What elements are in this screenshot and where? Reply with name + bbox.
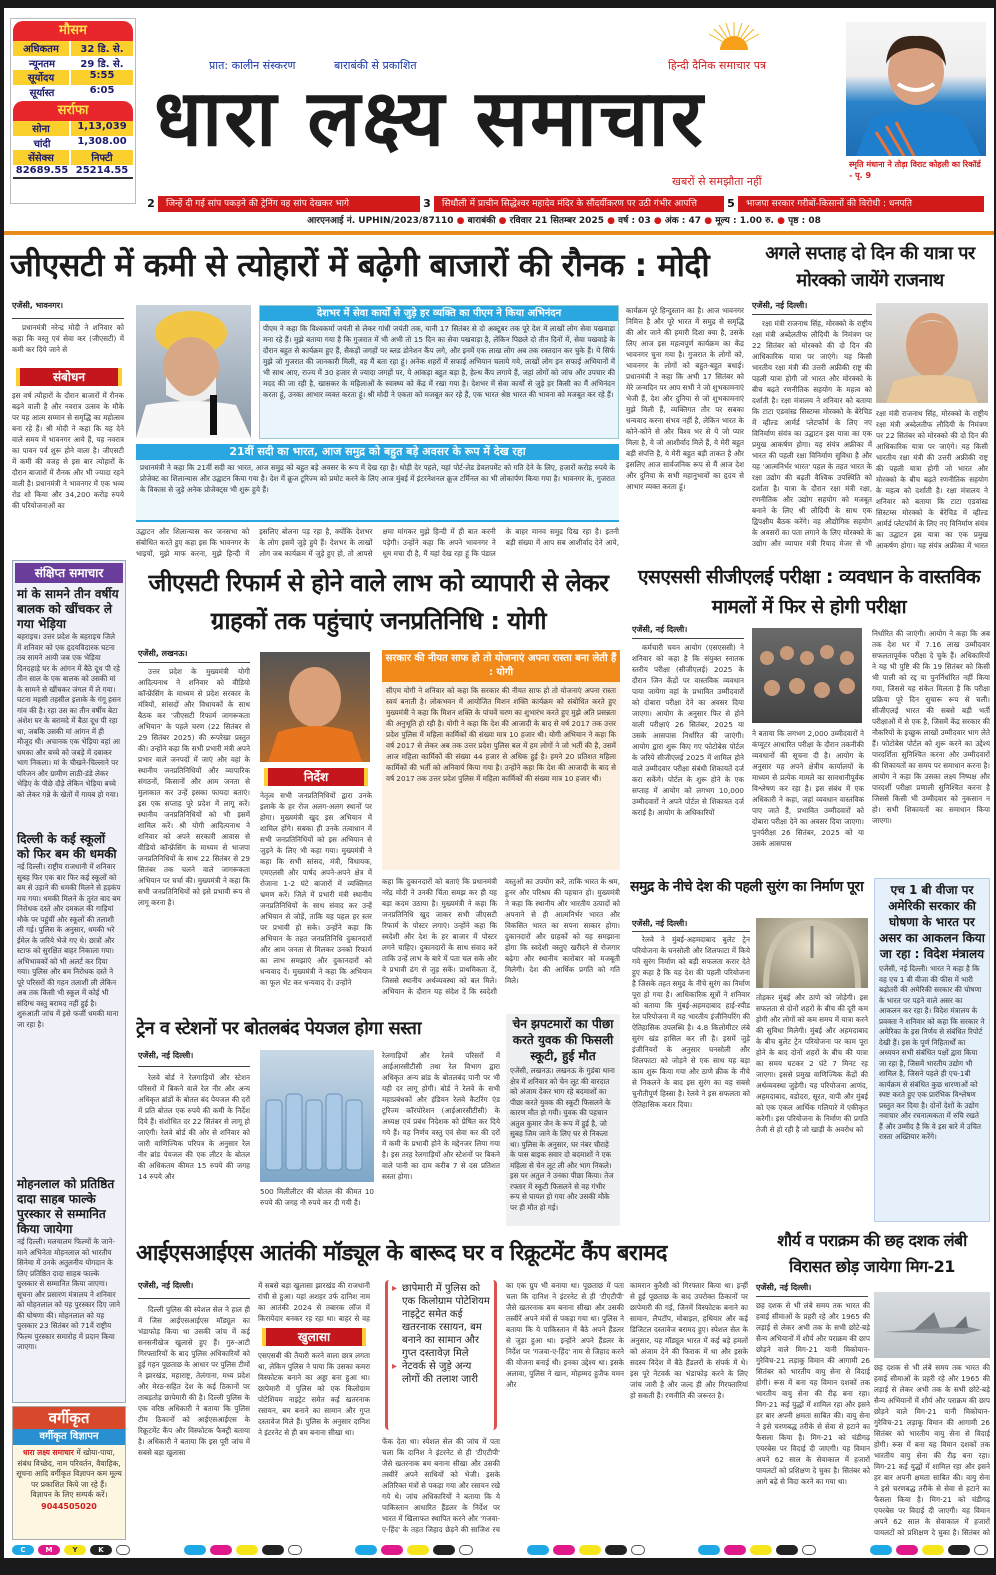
tunnel-column-2: तोड़कर मुंबई और ठाणे को जोड़ेगी। इस सफलता से दोनों शहरों के बीच की दूरी कम होगी और लोगों को कम समय में यात्रा करने की सुविधा मिलेगी। मुंबई और अहमदाबाद के बीच बुलेट ट्रेन परियोजना पर काम पूरा होने के बाद दोनों शहरों के बीच की यात्रा का समय घटकर 2 घंटे 7 मिनट रह जाएगा। इससे प्रमुख वाणिज्यिक केंद्रों की अर्थव्यवस्था जुड़ेगी। यह परियोजना आणंद, अहमदाबाद, वडोदरा, सूरत, वापी और मुंबई को एक एकल आर्थिक गलियारे में एकीकृत करेगी। इस परियोजना के निर्माण की प्रगति तेजी से हो रही है जो खाड़ी के अवरोध को xyxy=(756,993,868,1134)
weather-label: सूर्योदय xyxy=(13,70,71,85)
bullion-row xyxy=(13,121,133,136)
classified-contact: विज्ञापन के लिए सम्पर्क करें। xyxy=(30,1490,108,1499)
crosshair-icon xyxy=(974,1545,988,1555)
masthead-title: धारा लक्ष्य समाचार xyxy=(154,74,705,164)
visa-text: एजेंसी, नई दिल्ली। भारत ने कहा है कि वह एच 1 बी वीजा की फीस में भारी बढ़ोतरी की अमेरिकी सरकार की घोषणा के भारत पर पड़ने वाले असर का आकलन कर रहा है। विदेश मंत्रालय के प्रवक्ता ने शनिवार को कहा कि सरकार ने अमेरिका के इस निर्णय से संबंधित रिपोर्ट देखी हैं। इस के पूर्ण निहितार्थों का अध्ययन सभी संबंधित पक्षों द्वारा किया जा रहा है, जिसमें भारतीय उद्योग भी शामिल है, जिसने पहले ही एच-1बी कार्यक्रम से संबंधित कुछ धारणाओं को स्पष्ट करते हुए एक प्रारंभिक विश्लेषण प्रस्तुत कर दिया है। दोनों देशों के उद्योग नवाचार और रचनात्मकता में रुचि रखते हैं और उम्मीद है कि वे इस बारे में उचित रास्ता अख्तियार करेंगे। xyxy=(879,964,985,1141)
ticker-item[interactable]: सिधौली में प्राचीन सिद्धेश्वर महादेव मंदिर के सौंदर्यीकरण पर उठी गंभीर आपत्ति xyxy=(442,199,697,209)
classified-box xyxy=(12,1406,126,1540)
section-label-address: संबोधन xyxy=(16,368,122,386)
weather-label: न्यूनतम xyxy=(29,58,55,70)
ssc-column-2: ने बताया कि लगभग 2,000 उम्मीदवारों ने कंप्यूटर आधारित परीक्षा के दौरान तकनीकी व्यवधानों की सूचना दी है। आयोग के अनुसार यह अपने क्षेत्रीय कार्यालयों के माध्यम से प्रत्येक मामले का सावधानीपूर्वक विश्लेषण कर रहा है। इस संबंध में एक अधिकारी ने कहा, जहां व्यवधान वास्तविक पाए जाते हैं, प्रभावित उम्मीदवारों को दोबारा परीक्षा देने का अवसर दिया जाएगा। पुनर्परीक्षा 26 सितंबर, 2025 को या उसके आसपास xyxy=(752,729,864,848)
tunnel-headline[interactable]: समुद्र के नीचे देश की पहली सुरंग का निर्माण पूरा xyxy=(630,879,864,895)
cmyk-marks xyxy=(12,1544,130,1556)
brief-headline[interactable]: दिल्ली के कई स्कूलों को फिर बम की धमकी xyxy=(17,832,117,861)
yogi-photo xyxy=(260,652,370,762)
visa-headline[interactable]: एच 1 बी वीजा पर अमेरिकी सरकार की घोषणा के भारत पर असर का आकलन किया जा रहा : विदेश मंत्रालय xyxy=(879,883,985,961)
date-label: रविवार 21 सितम्बर 2025 xyxy=(509,216,604,226)
isis-column-3: फेंक देता था। स्पेशल सेल की जांच में पता चला कि दानिश ने इंटरनेट से ही 'टीएटीपी' जैसे खतरनाक बम बनाना सीखा और उसकी तस्वीरें अपने साथियों को भेजी। इसके अतिरिक्त मंत्रों से पकड़ा गया और रसायन रखे गये थे। जांच अधिकारियों ने बताया कि ये पाकिस्तान आधारित हैंडलर के निर्देश पर भारत में खिलाफत स्थापित करने और 'गजवा-ए-हिंद' के तहत जिहाद छेड़ने की साजिश रच xyxy=(382,1437,500,1534)
dateline-rule xyxy=(138,662,250,663)
highlight-item xyxy=(392,1282,490,1360)
ticker-page-number: 2 xyxy=(144,196,158,212)
yellow-mark xyxy=(579,1545,601,1555)
chain-headline[interactable]: चेन झपटमारों का पीछा करते युवक की फिसली स्कूटी, हुई मौत xyxy=(512,1017,614,1063)
brief-headline[interactable]: मां के सामने तीन वर्षीय बालक को खींचकर ले गया भेड़िया xyxy=(17,587,119,631)
bullion-row xyxy=(13,150,133,165)
yogi-column-3: कहा कि दुकानदारों को बताएं कि प्रधानमंत्री नरेंद्र मोदी ने उनकी चिंता समझ कर ही यह बड़ा कदम उठाया है। मुख्यमंत्री ने कहा कि जनप्रतिनिधि खुद जाकर सभी जीएसटी रिफार्म के पोस्टर लगाएं। उन्होंने कहा कि स्वदेशी और देश के हर बाजार में पोस्टर लगने चाहिए। दुकानदारों के साथ संवाद करें ताकि उन्हें लाभ के बारे में पता चल सके और वे प्रभावी ढंग से जुड़ सकें। प्राथमिकता दें, जिससे स्थानीय अर्थव्यवस्था को बल मिले। अभियान के दौरान यह संदेश दें कि स्वदेशी वस्तुओं का उपयोग करें, ताकि भारत के श्रम, हुनर और परिश्रम की पहचान हो। मुख्यमंत्री ने कहा कि स्थानीय और भारतीय उत्पादों को अपनाने से ही आत्मनिर्भर भारत और विकसित भारत का सपना साकार होगा। दुकानदारों और ग्राहकों को यह समझाना होगा कि स्वदेशी वस्तुएं खरीदने से रोजगार बढ़ेगा और स्थानीय कारोबार को मजबूती मिलेगी। देश की आर्थिक प्रगति को गति मिले। xyxy=(382,877,620,996)
ticker-item[interactable]: भाजपा सरकार गरीबों-किसानों की विरोधी : धनपति xyxy=(746,199,913,209)
crosshair-icon xyxy=(459,1545,473,1555)
magenta-mark xyxy=(896,1545,918,1555)
cyan-mark: C xyxy=(12,1545,34,1555)
section-label-directive: निर्देश xyxy=(264,768,368,786)
lead-column-2: कार्यक्रम पूरे हिन्दुस्तान का है। आज भावनगर निमित्त है और पूरे भारत में समुद्र से समृद्धि की ओर जाने की हमारी दिशा क्या है, उसके लिए आज इस महत्वपूर्ण कार्यक्रम का केंद्र भावनगर चुना गया है। गुजरात के लोगों को, भावनगर के लोगों को बहुत-बहुत बधाई। प्रधानमंत्री ने कहा कि अभी 17 सितंबर को मेरे जन्मदिन पर आप सभी ने जो शुभकामनाएं भेजी हैं, देश और दुनिया से जो शुभकामनाएं मुझे मिली हैं, व्यक्तिगत तौर पर सबका धन्यवाद करना संभव नहीं है, लेकिन भारत के कोने-कोने से और विश्व भर से ये जो प्यार मिला है, ये जो आशीर्वाद मिले हैं, ये मेरी बहुत बड़ी संपत्ति है, ये मेरी बहुत बड़ी ताकत है और इसलिए आज सार्वजनिक रूप से मैं आज देश और दुनिया के सभी महानुभावों का हृदय से आभार व्यक्त करता हूं। xyxy=(626,306,744,491)
water-headline[interactable]: ट्रेन व स्टेशनों पर बोतलबंद पेयजल होगा सस्ता xyxy=(136,1018,422,1039)
cyan-mark xyxy=(184,1545,206,1555)
visa-box xyxy=(874,878,990,1222)
bullet-dot-icon: ● xyxy=(607,216,615,226)
bullion-row xyxy=(13,136,133,151)
chain-text: एजेंसी, लखनऊ। लखनऊ के गुडंबा थाना क्षेत्र में शनिवार को चेन लूट की वारदात को अंजाम देकर भाग रहे बदमाशों का पीछा करते युवक की स्कूटी फिसलने के कारण मौत हो गयी। युवक की पहचान अतुल कुमार जैन के रूप में हुई है, जो सुबह जिम जाने के लिए घर से निकला था। पुलिस के अनुसार, घर नंबर चौराहे के पास बाइक सवार दो बदमाशों ने एक महिला से चेन लूट ली और भाग निकले। इस पर अतुल ने उनका पीछा किया। तेज रफ्तार में स्कूटी फिसलने से वह गंभीर रूप से घायल हो गया और उसकी मौके पर ही मौत हो गई। xyxy=(510,1066,615,1212)
mig-dateline: एजेंसी, नई दिल्ली। xyxy=(756,1283,812,1292)
isis-column-1: दिल्ली पुलिस की स्पेशल सेल ने हाल ही में जिस आईएसआईएस मॉड्यूल का भंडाफोड़ किया था उसकी जांच में कई सनसनीखेज खुलासे हुए हैं। गुरु-आटी गिरफ्तारियों के बाद पुलिस अधिकारियों को हुई गहन पूछताछ के आधार पर पुलिस टीमों ने झारखंड, महाराष्ट्र, तेलंगाना, मध्य प्रदेश और मेरठ-सहित देश के कई ठिकानों पर ताबड़तोड़ छापेमारी की है। दिल्ली पुलिस के एक वरिष्ठ अधिकारी ने बताया कि पुलिस टीम ठिकानों को आईएसआईएस के रिक्रूटमेंट कैंप और विस्फोटक फैक्ट्री बताया है। अधिकारी ने बताया कि इस पूरी जांच में सबसे बड़ा खुलासा xyxy=(138,1305,250,1457)
isis-column-4: का एक ग्रुप भी बनाया था। पूछताछ में पता चला कि दानिश ने इंटरनेट से ही 'टीएटीपी' जैसे खतरनाक बम बनाना सीखा और उसकी तस्वीरें अपने मंत्रों से पकड़ा गया था। पुलिस ने बताया कि ये पाकिस्तान में बैठे अपने हैंडलर से जुड़ा हुआ था। इन्होंने अपने हैंडलर के निर्देश पर 'गजवा-ए-हिंद' नाम से जिहाद करने की योजना बनाई थी। इनका उद्देश्य था। इसके अलावा, पुलिस ने खान, मोहम्मद हुजैफ यमन और xyxy=(506,1281,624,1389)
box-seva-title: देशभर में सेवा कार्यों से जुड़े हर व्यक्ति का पीएम ने किया अभिनंदन xyxy=(260,306,618,321)
crosshair-icon xyxy=(631,1545,645,1555)
photo-caption: स्मृति मंधाना ने तोड़ा विराट कोहली का रिकॉर्ड - पृ. 9 xyxy=(846,158,986,194)
weather-label: सूर्यास्त xyxy=(29,87,55,99)
weather-row xyxy=(13,41,133,56)
triangle-bullet-icon: ▸ xyxy=(392,1283,398,1294)
classified-title: वर्गीकृत xyxy=(13,1407,125,1429)
box-yogi-quote xyxy=(382,650,620,870)
brief-text: नई दिल्ली। राष्ट्रीय राजधानी में शनिवार सुबह फिर एक बार फिर कई स्कूलों को बम से उड़ाने की धमकी मिलने से हड़कंप मच गया। धमकी मिलने के तुरंत बाद बम निरोधक दस्ते और दमकल की गाड़ियां मौके पर पहुंचीं और स्कूलों की तलाशी ली गई। पुलिस के अनुसार, धमकी भरे ईमेल के जरिये भेजे गए थे। छात्रों और स्टाफ को सुरक्षित बाहर निकाला गया। अभिभावकों को भी अलर्ट कर दिया गया। पुलिस और बम निरोधक दस्ते ने पूरे परिसरों की गहन तलाशी ली लेकिन अब तक किसी भी स्कूल में कोई भी संदिग्ध वस्तु बरामद नहीं हुई है। शुरुआती जांच में इसे फर्जी धमकी माना जा रहा है। xyxy=(17,862,121,1029)
rni-number: आरएनआई नं. UPHIN/2023/87110 xyxy=(307,216,454,226)
pages-label: पृष्ठ : 08 xyxy=(788,216,821,226)
bullion-value: 1,308.00 xyxy=(77,135,127,147)
water-caption: 500 मिलीलीटर की बोतल की कीमत 10 रुपये की जगह नौ रुपये कर दी गयी है। xyxy=(260,1187,374,1207)
crosshair-icon xyxy=(802,1545,816,1555)
lead-dateline: एजेंसी, भावनगर। xyxy=(12,301,64,310)
cmyk-registration-strip xyxy=(12,1544,988,1556)
lead-headline[interactable]: जीएसटी में कमी से त्योहारों में बढ़ेगी बाजारों की रौनक : मोदी xyxy=(10,246,710,284)
lead-column-1: इस वर्ष त्यौहारों के दौरान बाजारों में रौनक बढ़ने वाली है और नवरात्र उत्सव के मौके पर यह आत्म सम्मान से समृद्धि का महोत्सव बना रहे हैं। श्री मोदी ने कहा कि यह देने वाले समय में भावनगर आये हैं, यह नवरात्र का पावन पर्व शुरू होने वाला है। जीएसटी में कमी की वजह से इस बार त्योहारों के दौरान बाजारों में रौनक और भी ज्यादा रहने वाली है। प्रधानमंत्री ने भावनगर में एक भव्य रोड शो किया और 34,200 करोड़ रुपये की परियोजनाओं का xyxy=(12,391,124,510)
box-sea-text: प्रधानमंत्री ने कहा कि 21वीं सदी का भारत, आज समुद्र को बहुत बड़े अवसर के रूप में देख रहा है। थोड़ी देर पहले, यहां पोर्ट-लेड डेवलपमेंट को गति देने के लिए, हजारों करोड़ रुपये के प्रोजेक्ट का शिलान्यास और उद्घाटन किया गया है। देश में क्रूज टूरिज्म को प्रमोट करने के लिए आज मुंबई में इंटरनेशनल क्रूज टर्मिनल का भी लोकार्पण किया गया है। भावनगर के, गुजरात के विकास से जुड़े अनेक प्रोजेक्ट्स भी शुरू हुये हैं। xyxy=(140,463,615,494)
isis-dateline: एजेंसी, नई दिल्ली। xyxy=(138,1281,194,1290)
cmyk-marks xyxy=(527,1544,645,1556)
classified-subtitle: वर्गीकृत विज्ञापन xyxy=(13,1429,125,1445)
isis-highlights-box xyxy=(385,1280,497,1430)
dateline-rule xyxy=(138,1298,250,1299)
weather-title: मौसम xyxy=(13,21,133,41)
ssc-column-1: कर्मचारी चयन आयोग (एसएससी) ने शनिवार को कहा है कि संयुक्त स्नातक स्तरीय परीक्षा (सीजीएलई) 2025 के दौरान जिन केंद्रों पर वास्तविक व्यवधान पाया जायेगा वहां के प्रभावित उम्मीदवारों को दोबारा परीक्षा देने का अवसर दिया जाएगा। आयोग के अनुसार फिर से होने वाली परीक्षाएं 26 सितंबर, 2025 या उसके आसपास निर्धारित की जाएंगी। आयोग द्वारा शुरू किए गए फोटोबेस पोर्टल के जरिये सीजीएलई 2025 में शामिल होने वाले उम्मीदवार परीक्षा संबंधी शिकायतें दर्ज करा सकेंगे। पोर्टल के शुरू होने के एक सप्ताह में आयोग को लगभग 10,000 उम्मीदवारों ने अपने पोर्टल से शिकायत दर्ज कराई है। आयोग के अधिकारियों xyxy=(632,643,744,817)
box-seva xyxy=(259,305,619,439)
isis-headline[interactable]: आईएसआईएस आतंकी मॉड्यूल के बारूद घर व रिक्रूटमेंट कैंप बरामद xyxy=(136,1241,667,1266)
isis-column-2: में सबसे बड़ा खुलासा झारखंड की राजधानी रांची से हुआ। यहां अशहर उर्फ दानिश नाम का आतंकी 2024 से तबारक लॉज में किरायेदार बनकर रह रहा था। बाहर से वह xyxy=(258,1281,370,1323)
black-mark: K xyxy=(90,1545,112,1555)
rajnath-dateline: एजेंसी, नई दिल्ली। xyxy=(752,301,808,310)
yellow-mark: Y xyxy=(64,1545,86,1555)
city-label: बाराबंकी xyxy=(467,216,496,226)
bullion-label: सेंसेक्स xyxy=(13,150,71,165)
classified-text: में खोया-पाया, संबंध विच्छेद, नाम परिवर्तन, वैवाहिक, सूचना आदि वर्गीकृत विज्ञापन कम मूल्य पर प्रकाशित किये जा रहे हैं। xyxy=(16,1448,122,1489)
dateline-rule xyxy=(632,931,750,932)
publication-info-bar xyxy=(144,214,984,228)
mig-column-1: छह दशक से भी लंबे समय तक भारत की हवाई सीमाओं के प्रहरी रहे और 1965 की लड़ाई से लेकर अभी तक के सभी छोटे-बड़े सैन्य अभियानों में शौर्य और पराक्रम की छाप छोड़ने वाले मिग-21 यानी मिकोयान-गुरेविच-21 लड़ाकू विमान की आगामी 26 सितंबर को भारतीय वायु सेना से विदाई होगी। रूस में बना यह विमान दशकों तक भारतीय वायु सेना की रीढ़ बना रहा। मिग-21 कई युद्धों में शामिल रहा और इसने हर बार अपनी क्षमता साबित की। वायु सेना ने इसे चरणबद्ध तरीके से सेवा से हटाने का फैसला किया है। मिग-21 को चंडीगढ़ एयरबेस पर विदाई दी जाएगी। यह विमान अपने 62 साल के सेवाकाल में हजारों पायलटों को प्रशिक्षण दे चुका है। सितंबर को आगे बढ़े से विदा करने का गया था। xyxy=(756,1301,870,1486)
weather-value: 29 डि. से. xyxy=(80,58,124,70)
brief-text: नई दिल्ली। मलयालम फिल्मों के जाने- माने अभिनेता मोहनलाल को भारतीय सिनेमा में उनके अतुलनीय योगदान के लिए प्रतिष्ठित दादा साहब फाल्के पुरस्कार से सम्मानित किया जाएगा। सूचना और प्रसारण मंत्रालय ने शनिवार को मोहनलाल को यह पुरस्कार दिए जाने की घोषणा की। मोहनलाल को यह पुरस्कार 23 सितंबर को 71वें राष्ट्रीय फिल्म पुरस्कार समारोह में प्रदान किया जाएगा। xyxy=(17,1237,121,1351)
yogi-column-2: नेतृत्व सभी जनप्रतिनिधियों द्वारा उनके इलाके के हर रोज अलग-अलग स्थानों पर होगा। मुख्यमंत्री खुद इस अभियान में शामिल होंगे। सबका ही उनके तत्वाधान में सभी जनप्रतिनिधियों को इस अभियान से जुड़ने के लिए भी कहा गया। मुख्यमंत्री ने कहा कि सभी सांसद, मंत्री, विधायक, एमएलसी और पार्षद अपने-अपने क्षेत्र में रोजाना 1-2 घंटे बाजारों में व्यक्तिगत भ्रमण करें। जिले में प्रभारी मंत्री स्थानीय जनप्रतिनिधियों के साथ संवाद कर उन्हें अभियान से जोड़ें, ताकि यह पहल हर स्तर पर प्रभावी हो सके। उन्होंने कहा कि अभियान के तहत जनप्रतिनिधि दुकानदारों और आम जनता से मिलकर उनको रिफार्म का लाभ समझाएं और दुकानदारों को धन्यवाद दें। मुख्यमंत्री ने कहा कि अभियान का फूल भेंट कर धन्यवाद दें। उन्होंने xyxy=(260,791,372,987)
cyan-mark xyxy=(698,1545,720,1555)
yellow-mark xyxy=(750,1545,772,1555)
box-seva-text: पीएम ने कहा कि विश्वकर्मा जयंती से लेकर गांधी जयंती तक, यानी 17 सितंबर से दो अक्टूबर तक पूरे देश में लाखों लोग सेवा पखवाड़ा मना रहे हैं। मुझे बताया गया है कि गुजरात में भी अभी तो 15 दिन का सेवा पखवाड़ा है, लेकिन पिछले दो तीन दिनों में, सेवा पखवाड़े के दौरान बहुत से कार्यक्रम हुए हैं, सैकड़ों जगहों पर ब्लड डोनेशन कैंप लगे, और इनमें एक लाख लोग अब तक रक्तदान कर चुके हैं। ये सिर्फ मुझे जो गुजरात की जानकारी मिली, वह मैं बता रहा हूं। अनेक शहरों में सफाई अभियान चलाये गये, लाखों लोग इन सफाई अभियानों में भी साथ आए, राज्य में 30 हजार से ज्यादा जगहों पर, ये आंकड़ा बहुत बड़ा है, हेल्थ कैंप लगाये हैं, जहां लोगों को जांच और उपचार की मदद की जा रही है, खासकर के महिलाओं के स्वास्थ्य को केंद्र में रखा गया है। देशभर में सेवा कार्यों से जुड़े हर किसी का मैं अभिनंदन करता हूं, उनका आभार व्यक्त करता हूं। श्री मोदी ने एकता को मजबूत कर रहे हैं, एक भारत श्रेष्ठ भारत की भावना को मजबूत कर रहे हैं। xyxy=(263,324,615,399)
tunnel-column-1: रेलवे ने मुंबई-अहमदाबाद बुलेट ट्रेन परियोजना के घनसोली और शिलफाटा में किये गये सुरंग निर्माण को बड़ी सफलता करार देते हुए कहा है कि यह देश की पहली परियोजना है जिसके तहत समुद्र के नीचे सुरंग का निर्माण पूरा हो गया है। आधिकारिक सूत्रों ने शनिवार को बताया कि मुंबई-अहमदाबाद हाई-स्पीड रेल परियोजना में यह भारतीय इंजीनियरिंग की ऐतिहासिक उपलब्धि है। 4.8 किलोमीटर लंबे सुरंग खंड हासिल कर ली है। इसमें जुड़े इंजीनियरों के अनुसार घनसोली और शिलफाटा को जोड़ने से एक साथ यह बड़ा काम शुरू किया गया और ठाणे क्रीक के नीचे से निकलने के बाद इस सुरंग का यह सबसे चुनौतीपूर्ण हिस्सा है। रेलवे ने इस सफलता को ऐतिहासिक करार दिया। xyxy=(632,935,750,1109)
motto-label: खबरों से समझौता नहीं xyxy=(672,175,762,188)
mig-headline[interactable]: शौर्य व पराक्रम की छह दशक लंबी विरासत छोड़ जायेगा मिग-21 xyxy=(777,1231,967,1276)
tunnel-dateline: एजेंसी, नई दिल्ली। xyxy=(632,919,688,928)
box-yogi-title: सरकार की नीयत साफ हो तो योजनाएं अपना रास्ता बना लेती हैं : योगी xyxy=(382,650,620,682)
black-mark xyxy=(262,1545,284,1555)
yogi-column-1: उत्तर प्रदेश के मुख्यमंत्री योगी आदित्यनाथ ने शनिवार को वीडियो कॉन्फ्रेंसिंग के माध्यम से प्रदेश सरकार के मंत्रियों, सांसदों और विधायकों के साथ बैठक कर 'जीएसटी रिफार्म जागरूकता अभियान' के पहले चरण (22 सितंबर से 29 सितंबर 2025) की रूपरेखा प्रस्तुत की। उन्होंने कहा कि सभी प्रभारी मंत्री अपने प्रभार वाले जनपदों में जाएं और वहां के स्थानीय जनप्रतिनिधियों और व्यापारिक संगठनों, किसानों और आम जनता से मुलाकात कर उन्हें इसका फायदा बताएं। इस एक सप्ताह पूरे प्रदेश में लागू करें। स्थानीय जनप्रतिनिधियों को भी इसमें शामिल करें। श्री योगी आदित्यनाथ ने शनिवार को अपने सरकारी आवास से वीडियो कॉन्फ्रेंसिंग के माध्यम से भाजपा जनप्रतिनिधियों के साथ 22 सितंबर से 29 सितंबर तक चलने वाले जागरूकता अभियान पर चर्चा की। मुख्यमंत्री ने कहा कि सभी जनप्रतिनिधियों को इसे प्रभावी रूप से लागू करना है। xyxy=(138,667,250,907)
price-label: मूल्य : 1.00 रु. xyxy=(715,216,774,226)
yellow-mark xyxy=(407,1545,429,1555)
weather-row xyxy=(13,56,133,71)
rajnath-column-1: रक्षा मंत्री राजनाथ सिंह, मोरक्को के राष्ट्रीय रक्षा मंत्री अब्देलतीफ लौदियी के निमंत्रण पर 22 सितंबर को मोरक्को की दो दिन की आधिकारिक यात्रा पर जाएंगे। यह किसी भारतीय रक्षा मंत्री की उत्तरी अफ्रीकी राष्ट्र की पहली यात्रा होगी जो भारत और मोरक्को के बीच बढ़ते रणनीतिक सहयोग के महत्व को दर्शाती है। रक्षा मंत्रालय ने शनिवार को बताया कि टाटा एडवांस्ड सिस्टम्स मोरक्को के बेरेचिड में व्हील्ड आर्मर्ड प्लेटफॉर्म के लिए नए विनिर्माण संयंत्र का उद्घाटन इस यात्रा का एक प्रमुख आकर्षण होगा। यह संयंत्र अफ्रीका में भारत की पहली रक्षा विनिर्माण सुविधा है और यह 'आत्मनिर्भर भारत' पहल के तहत भारत के रक्षा उद्योग की बढ़ती वैश्विक उपस्थिति को दर्शाता है। यात्रा के दौरान रक्षा मंत्री रक्षा, रणनीतिक और उद्योग सहयोग को मजबूत बनाने के लिए श्री लौदियी के साथ एक द्विपक्षीय बैठक करेंगे। वह औद्योगिक सहयोग के अवसरों का पता लगाने के लिए मोरक्को के उद्योग और व्यापार मंत्री रियाद मेजर से भी xyxy=(752,319,872,548)
cmyk-marks xyxy=(870,1544,988,1556)
cyan-mark xyxy=(870,1545,892,1555)
bullet-dot-icon: ● xyxy=(498,216,507,226)
bullet-dot-icon: ● xyxy=(653,216,662,226)
cmyk-marks xyxy=(184,1544,302,1556)
yogi-headline[interactable]: जीएसटी रिफार्म से होने वाले लाभ को व्यापारी से लेकर ग्राहकों तक पहुंचाएं जनप्रतिनिधि : योगी xyxy=(136,564,621,644)
paper-type-label: हिन्दी दैनिक समाचार पत्र xyxy=(668,59,767,72)
bullet-dot-icon: ● xyxy=(777,216,785,226)
brief-headline[interactable]: मोहनलाल को प्रतिष्ठित दादा साहब फाल्के पुरस्कार से सम्मानित किया जायेगा xyxy=(17,1177,115,1236)
bullet-dot-icon: ● xyxy=(456,216,465,226)
box-sea xyxy=(136,444,619,522)
yellow-mark xyxy=(922,1545,944,1555)
cyan-mark xyxy=(355,1545,377,1555)
lead-column-3: उद्घाटन और शिलान्यास कर जनसभा को संबोधित करते हुए कहा इस कि भावनगर के भाइयों, मुझे माफ करना, मुझे हिन्दी में इसलिए बोलना पड़ रहा है, क्योंकि देशभर के लोग इसमें जुड़े हुये हैं। देशभर के लाखों लोग जब कार्यक्रम में जुड़े हुए हो, तो आपसे क्षमा मांगकर मुझे हिन्दी में ही बात करनी पड़ेगी। उन्होंने कहा कि अपने भावनगर ने धूम मचा दी है, मैं यहां देख रहा हूं कि पंडाल के बाहर मानव समुद्र दिख रहा है। इतनी बड़ी संख्या में आप सब आशीर्वाद देने आये, xyxy=(136,527,619,558)
ssc-column-3: निर्धारित की जाएंगी। आयोग ने कहा कि अब तक देश भर में 7.16 लाख उम्मीदवार सफलतापूर्वक परीक्षा दे चुके हैं। अधिकारियों ने यह भी पुष्टि की कि 19 सितंबर को किसी भी पाली को रद्द या पुनर्निर्धारित नहीं किया गया, जिससे यह संकेत मिलता है कि परीक्षा प्रक्रिया पूरे दिन सुचारू रूप से चली। सीजीएलई भारत की सबसे बड़ी भर्ती परीक्षाओं में से एक है, जिसमें केंद्र सरकार की नौकरियों के इच्छुक लाखों उम्मीदवार भाग लेते हैं। फोटोबेस पोर्टल को शुरू करने का उद्देश्य पारदर्शिता सुनिश्चित करना और उम्मीदवारों की शिकायतों का समय पर समाधान करना है। आयोग ने कहा कि उसका लक्ष्य निष्पक्ष और पारदर्शी परीक्षा प्रणाली सुनिश्चित करना है जिससे किसी भी उम्मीदवार को नुकसान न हो। सभी शिकायतों का समाधान किया जाएगा। xyxy=(872,629,990,825)
dateline-rule xyxy=(756,1296,868,1297)
cmyk-marks xyxy=(698,1544,816,1556)
bullion-title: सर्राफा xyxy=(13,101,133,121)
weather-row xyxy=(13,70,133,85)
weather-value: 32 डि. से. xyxy=(80,44,124,55)
magenta-mark xyxy=(724,1545,746,1555)
weather-bullion-box xyxy=(10,18,136,204)
newspaper-page xyxy=(4,8,994,1558)
water-column-2: रेलगाड़ियों और रेलवे परिसरों में आईआरसीटीसी तथा रेल विभाग द्वारा अधिकृत अन्य ब्रांड के बोतलबंद पानी पर भी यही दर लागू होगी। बोर्ड ने रेलवे के सभी महाप्रबंधकों और इंडियन रेलवे कैटरिंग एंड टूरिज्म कॉरपोरेशन (आईआरसीटीसी) के अध्यक्ष एवं प्रबंध निदेशक को प्रेषित कर दिये गये हैं। यह निर्णय वस्तु एवं सेवा कर की दरों में कमी के प्रभावी होने के मद्देनजर लिया गया है। इस तरह रेलगाड़ियों और स्टेशनों पर बिकने वाले पानी का दाम करीब 7 से दस प्रतिशत सस्ता होगा। xyxy=(382,1051,500,1181)
cricketer-photo xyxy=(846,22,986,156)
crosshair-icon xyxy=(116,1545,130,1555)
brief-text: बहराइच। उत्तर प्रदेश के बहराइच जिले में शनिवार को एक हृदयविदारक घटना तब सामने आयी जब एक भेड़िया दिनदहाड़े घर के आंगन में बैठे दूध पी रहे तीन साल के एक बालक को उसकी मां के सामने से खींचकर जंगल में ले गया। घटना महसी तहसील इलाके के गंगू हसन गांव की है। रहा उस का तीन वर्षीय बेटा अंशेश घर के बरामदे में बैठा दूध पी रहा था, जबकि उसकी मां आंगन में ही मौजूद थी। अचानक एक भेड़िया वहां आ धमका और बच्चे को जबड़े में दबाकर भाग निकला। मां के चीखने-चिल्लाने पर परिजन और ग्रामीण लाठी-डंडे लेकर भेड़िए के पीछे दौड़े लेकिन भेड़िया बच्चे को लेकर गन्ने के खेतों में गायब हो गया। xyxy=(17,632,121,799)
dateline-rule xyxy=(12,318,124,319)
bullion-value: 25214.55 xyxy=(75,164,129,176)
highlight-item xyxy=(392,1360,490,1386)
brief-title: संक्षिप्त समाचार xyxy=(15,563,123,583)
cyan-mark xyxy=(527,1545,549,1555)
bullion-label: सोना xyxy=(13,121,71,136)
lead-intro: प्रधानमंत्री नरेन्द्र मोदी ने शनिवार को कहा कि वस्तु एवं सेवा कर (जीएसटी) में कमी कर दिये जाने से xyxy=(12,323,124,354)
isis-column-2b: एसएसबी की तैयारी करने वाला छात्र लगता था, लेकिन पुलिस ने पाया कि उसका कमरा विस्फोटक बनाने का अड्डा बना हुआ था। छापेमारी में पुलिस को एक किलोग्राम पोटेशियम नाइट्रेट समेत कई खतरनाक रसायन, बम बनाने का सामान और गुप्त दस्तावेज मिले हैं। पुलिस के अनुसार दानिश ने इंटरनेट से ही बम बनाना सीखा था। xyxy=(258,1351,370,1437)
water-column-1: रेलवे बोर्ड ने रेलगाड़ियों और स्टेशन परिसरों में बिकने वाले रेल नीर और अन्य अधिकृत ब्रांडों के बोतल बंद पेयजल की दरों में प्रति बोतल एक रुपये की कमी के निर्देश दिये हैं। संशोधित दर 22 सितंबर से लागू हो जाएंगी। रेलवे बोर्ड की ओर से शनिवार को जारी वाणिज्यिक परिपत्र के अनुसार रेल नीर ब्रांड पेयजल की एक लीटर के बोतल की अधिकतम कीमत 15 रुपये की जगह 14 रुपये और xyxy=(138,1073,250,1181)
magenta-mark xyxy=(553,1545,575,1555)
black-mark xyxy=(948,1545,970,1555)
classified-brand: धारा लक्ष्य समाचार xyxy=(22,1448,74,1457)
magenta-mark xyxy=(381,1545,403,1555)
weather-row xyxy=(13,85,133,100)
water-bottles-photo xyxy=(260,1050,374,1182)
dateline-rule xyxy=(752,314,872,315)
tunnel-photo xyxy=(756,918,868,988)
bullion-label: चांदी xyxy=(33,138,51,150)
box-sea-title: 21वीं सदी का भारत, आज समुद्र को बहुत बड़े अवसर के रूप में देख रहा xyxy=(136,444,619,460)
brief-news-sidebar xyxy=(12,560,126,1403)
black-mark xyxy=(605,1545,627,1555)
modi-photo xyxy=(136,305,251,438)
mig-column-2: छह दशक से भी लंबे समय तक भारत की हवाई सीमाओं के प्रहरी रहे और 1965 की लड़ाई से लेकर अभी तक के सभी छोटे-बड़े सैन्य अभियानों में शौर्य और पराक्रम की छाप छोड़ने वाले मिग-21 यानी मिकोयान-गुरेविच-21 लड़ाकू विमान की आगामी 26 सितंबर को भारतीय वायु सेना से विदाई होगी। रूस में बना यह विमान दशकों तक भारतीय वायु सेना की रीढ़ बना रहा। मिग-21 कई युद्धों में शामिल रहा और इसने हर बार अपनी क्षमता साबित की। वायु सेना ने इसे चरणबद्ध तरीके से सेवा से हटाने का फैसला किया है। मिग-21 को चंडीगढ़ एयरबेस पर विदाई दी जाएगी। यह विमान अपने 62 साल के सेवाकाल में हजारों पायलटों को प्रशिक्षण दे चुका है। सितंबर को xyxy=(874,1363,990,1537)
dateline-rule xyxy=(138,1066,250,1067)
black-mark xyxy=(433,1545,455,1555)
ticker-page-number: 3 xyxy=(420,196,434,212)
yogi-dateline: एजेंसी, लखनऊ। xyxy=(138,649,188,658)
sun-logo-icon xyxy=(704,20,764,50)
cmyk-marks xyxy=(355,1544,473,1556)
rajnath-photo xyxy=(876,303,988,403)
mig21-photo xyxy=(874,1292,990,1358)
ssc-dateline: एजेंसी, नई दिल्ली। xyxy=(632,625,688,634)
water-dateline: एजेंसी, नई दिल्ली। xyxy=(138,1051,194,1060)
bullion-value: निफ्टी xyxy=(91,153,113,164)
highlight-text: नेटवर्क से जुड़े अन्य लोगों की तलाश जारी xyxy=(402,1361,478,1385)
year-label: वर्ष : 03 xyxy=(618,216,651,226)
magenta-mark xyxy=(210,1545,232,1555)
section-label-disclosure: खुलासा xyxy=(262,1328,366,1346)
highlight-text: छापेमारी में पुलिस को एक किलोग्राम पोटेशियम नाइट्रेट समेत कई खतरनाक रसायन, बम बनाने का सामान और गुप्त दस्तावेज़ मिले xyxy=(402,1283,490,1359)
bullet-dot-icon: ● xyxy=(704,216,713,226)
weather-label: अधिकतम xyxy=(13,41,71,56)
published-from-label: बाराबंकी से प्रकाशित xyxy=(334,59,417,72)
issue-label: अंक : 47 xyxy=(664,216,702,226)
rajnath-column-2: रक्षा मंत्री राजनाथ सिंह, मोरक्को के राष्ट्रीय रक्षा मंत्री अब्देलतीफ लौदियी के निमंत्रण पर 22 सितंबर को मोरक्को की दो दिन की आधिकारिक यात्रा पर जाएंगे। यह किसी भारतीय रक्षा मंत्री की उत्तरी अफ्रीकी राष्ट्र की पहली यात्रा होगी जो भारत और मोरक्को के बीच बढ़ते रणनीतिक सहयोग के महत्व को दर्शाती है। रक्षा मंत्रालय ने शनिवार को बताया कि टाटा एडवांस्ड सिस्टम्स मोरक्को के बेरेचिड में व्हील्ड आर्मर्ड प्लेटफॉर्म के लिए नए विनिर्माण संयंत्र का उद्घाटन इस यात्रा का एक प्रमुख आकर्षण होगा। यह संयंत्र अफ्रीका में भारत xyxy=(876,409,988,550)
magenta-mark: M xyxy=(38,1545,60,1555)
classified-phone[interactable]: 9044505020 xyxy=(41,1501,97,1511)
crosshair-icon xyxy=(288,1545,302,1555)
box-yogi-text: सीएम योगी ने शनिवार को कहा कि सरकार की नीयत साफ हो तो योजनाएं अपना रास्ता स्वयं बनाती है। लोकभवन में आयोजित मिशन शक्ति कार्यक्रम को संबोधित करते हुए मुख्यमंत्री ने कहा कि मिशन शक्ति के पांचवें चरण का शुभारंभ करते हुए मुझे अति प्रसन्नता की अनुभूति हो रही है। योगी ने कहा कि देश की आजादी के बाद से वर्ष 2017 तक उत्तर प्रदेश पुलिस में महिला कार्मिकों की संख्या मात्र 10 हजार थी। योगी अभियान ने कहा कि वर्ष 2017 से लेकर अब तक उत्तर प्रदेश पुलिस बल में हम लोगों ने जो भर्ती की है, उसमें आज महिला कार्मिकों की संख्या 44 हजार से अधिक हुई है। हमने 20 प्रतिशत महिला कार्मिकों की भर्ती को अनिवार्य किया गया है। उन्होंने कहा कि देश की आजादी के बाद से वर्ष 2017 तक उत्तर प्रदेश पुलिस में महिला कार्मिकों की संख्या मात्र 10 हजार थी। xyxy=(386,686,616,783)
dateline-rule xyxy=(632,638,744,639)
isis-column-5: कामरान कुरैशी को गिरफ्तार किया था। इन्हीं से हुई पूछताछ के बाद उपरोक्त ठिकानों पर छापेमारी की गई, जिनमें विस्फोटक बनाने का सामान, लैपटॉप, मोबाइल, हथियार और कई डिजिटल दस्तावेज बरामद हुए। स्पेशल सेल के अनुसार, यह मॉड्यूल भारत में कई बड़े हमलों को अंजाम देने की फिराक में था और इसके सदस्य विदेश में बैठे हैंडलरों के संपर्क में थे। इस पूरे नेटवर्क का भंडाफोड़ करने के लिए जांच जारी है और जल्द ही और गिरफ्तारियां हो सकती हैं। रणनीति की जरूरत है। xyxy=(630,1281,748,1400)
bullion-label: 82689.55 xyxy=(15,164,69,176)
bullion-row xyxy=(13,165,133,180)
triangle-bullet-icon: ▸ xyxy=(392,1361,398,1372)
header-divider xyxy=(4,231,994,235)
edition-label: प्रात: कालीन संस्करण xyxy=(209,59,296,72)
bullion-value: 1,13,039 xyxy=(77,121,127,132)
weather-value: 5:55 xyxy=(89,70,115,81)
rajnath-headline[interactable]: अगले सप्ताह दो दिन की यात्रा पर मोरक्को जायेंगे राजनाथ xyxy=(765,243,975,291)
ticker-page-number: 5 xyxy=(724,196,738,212)
ticker-item[interactable]: जिन्हें दी गई सांप पकड़ने की ट्रेनिंग वह सांप देखकर भागे xyxy=(166,199,349,209)
black-mark xyxy=(776,1545,798,1555)
classified-body xyxy=(13,1445,125,1490)
yellow-mark xyxy=(236,1545,258,1555)
page-ticker xyxy=(144,196,984,212)
ssc-headline[interactable]: एसएससी सीजीएलई परीक्षा : व्यवधान के वास्तविक मामलों में फिर से होगी परीक्षा xyxy=(638,566,980,618)
ssc-exam-photo xyxy=(752,628,862,723)
chain-snatch-box xyxy=(506,1014,620,1226)
weather-value: 6:05 xyxy=(89,84,115,96)
